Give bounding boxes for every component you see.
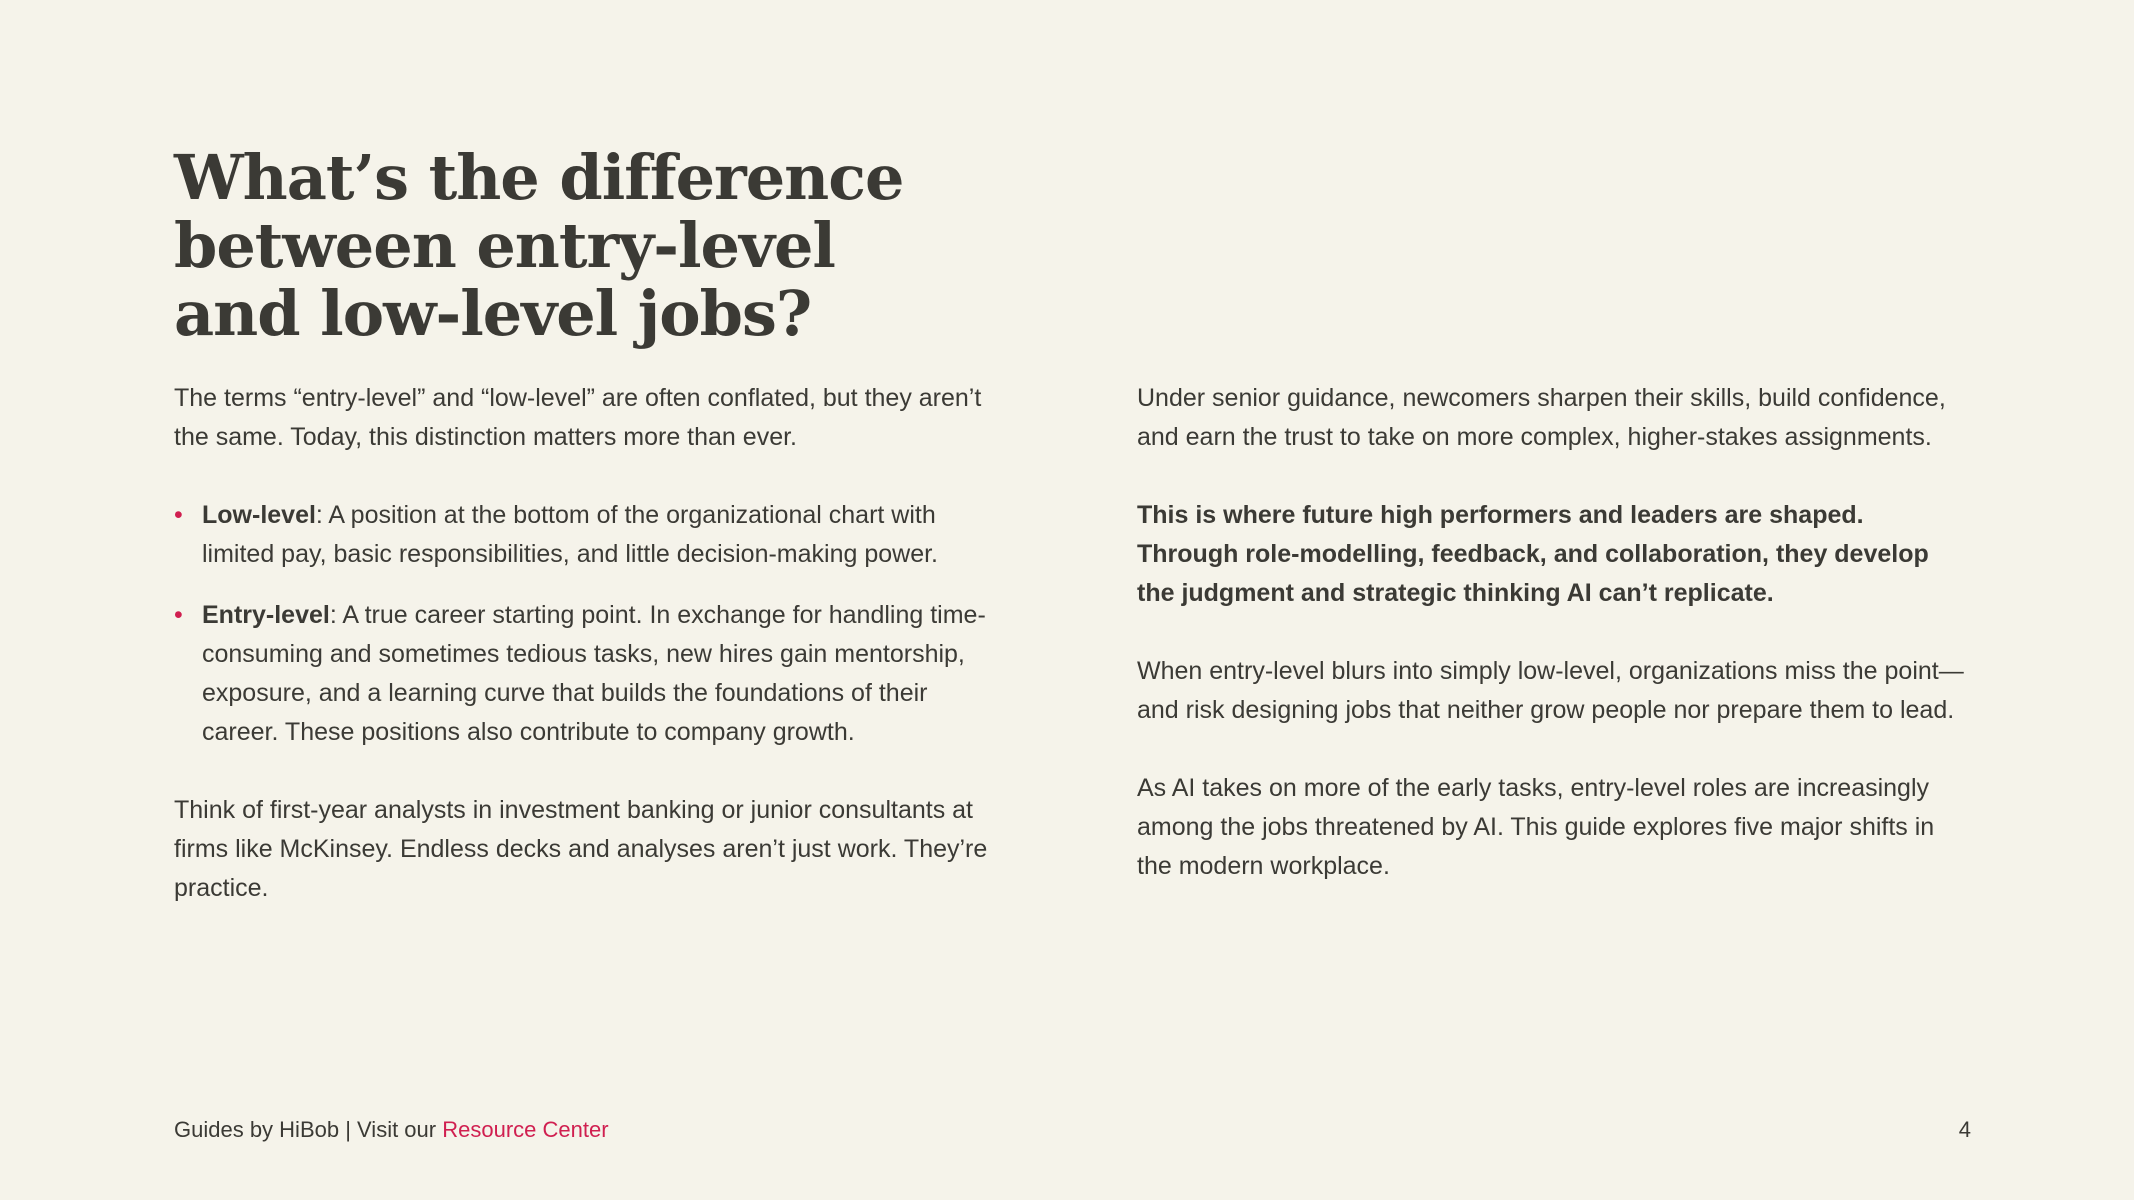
left-column [174,379,1004,908]
outro-paragraph: Think of first-year analysts in investment banking or junior consultants at firms like McKinsey. Endless decks and analyses aren’t just work. They’re practice. [174,796,988,902]
bullet-dot-icon: • [174,501,183,529]
term-entry-level: Entry-level [202,601,330,629]
resource-center-link[interactable]: Resource Center [442,1117,609,1142]
definition-low-level: : A position at the bottom of the organizational chart with limited pay, basic responsibilities, and little decision-making power. [202,501,938,568]
page-title-line-1: What’s the difference [174,141,904,214]
page-title-line-2: between entry-level [174,209,835,282]
page-number: 4 [1958,1117,1971,1142]
intro-paragraph: The terms “entry-level” and “low-level” are often conflated, but they aren’t the same. Today, this distinction matters more than ever. [174,384,982,451]
highlight-paragraph: This is where future high performers and leaders are shaped. Through role-modelling, feedback, and collaboration, they develop the judgment and strategic thinking AI can’t replicate. [1137,501,1929,607]
footer-text: Guides by HiBob | Visit our [174,1117,443,1142]
list-item-low-level [174,496,1004,574]
definition-list [174,496,1004,752]
right-column [1137,379,1967,886]
page-title-line-3: and low-level jobs? [174,277,812,350]
footer [174,1115,609,1145]
term-low-level: Low-level [202,501,316,529]
blurs-paragraph: When entry-level blurs into simply low-level, organizations miss the point—and risk designing jobs that neither grow people nor prepare them to lead. [1137,657,1964,724]
bullet-dot-icon: • [174,601,183,629]
page-title [174,141,1074,350]
definition-entry-level: : A true career starting point. In exchange for handling time-consuming and sometimes tedious tasks, new hires gain mentorship, exposure, and a learning curve that builds the foundations of their career. These positions also contribute to company growth. [202,601,986,746]
ai-paragraph: As AI takes on more of the early tasks, entry-level roles are increasingly among the jobs threatened by AI. This guide explores five major shifts in the modern workplace. [1137,774,1935,880]
senior-guidance-paragraph: Under senior guidance, newcomers sharpen their skills, build confidence, and earn the trust to take on more complex, higher-stakes assignments. [1137,384,1946,451]
list-item-entry-level [174,596,1004,752]
